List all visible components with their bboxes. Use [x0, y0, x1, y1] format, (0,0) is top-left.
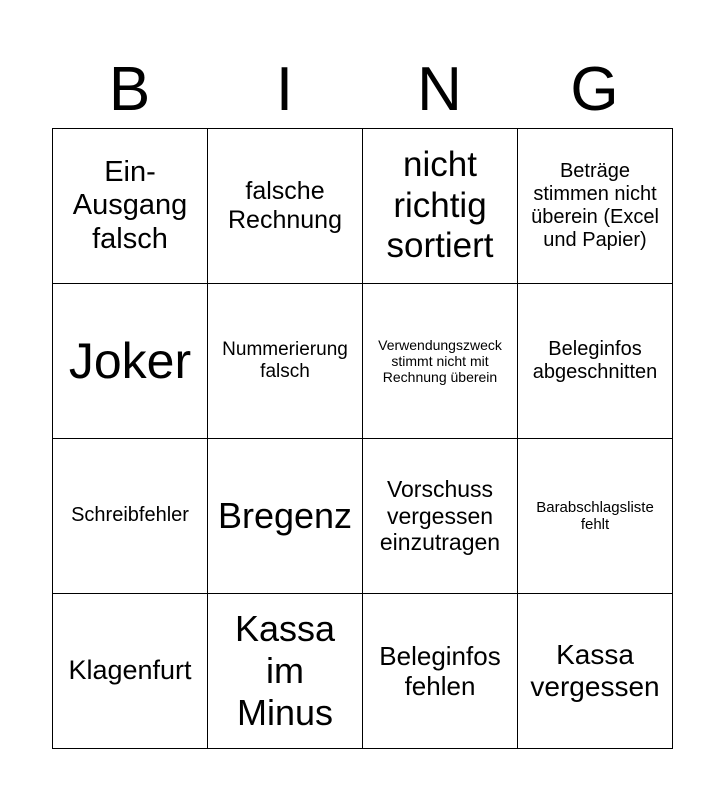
cell-text: Verwendungszweck stimmt nicht mit Rechnung überein — [378, 336, 502, 386]
bingo-cell[interactable] — [363, 594, 518, 749]
header-letter-n: N — [417, 55, 462, 124]
cell-text: Vorschuss vergessen einzutragen — [379, 475, 501, 556]
cell-text: Bregenz — [217, 495, 353, 537]
cell-text: Kassa im Minus — [234, 608, 336, 733]
cell-text: falsche Rechnung — [228, 177, 342, 234]
board-row — [53, 439, 673, 594]
cell-text: Joker — [68, 333, 192, 389]
cell-text: Beleginfos abgeschnitten — [532, 337, 658, 383]
bingo-cell[interactable] — [208, 284, 363, 439]
header-letter-b: B — [108, 55, 151, 124]
cell-text: Schreibfehler — [71, 504, 189, 527]
cell-text: nicht richtig sortiert — [386, 145, 494, 266]
bingo-cell[interactable] — [363, 129, 518, 284]
bingo-header — [52, 52, 672, 128]
board-row — [53, 594, 673, 749]
bingo-cell[interactable] — [363, 439, 518, 594]
bingo-cell[interactable] — [518, 129, 673, 284]
bingo-cell[interactable] — [53, 284, 208, 439]
cell-text: Kassa vergessen — [530, 638, 660, 702]
cell-text: Beleginfos fehlen — [379, 640, 501, 701]
bingo-cell[interactable] — [53, 129, 208, 284]
bingo-cell[interactable] — [53, 439, 208, 594]
cell-text: Beträge stimmen nicht überein (Excel und Papier) — [531, 159, 659, 252]
bingo-cell[interactable] — [208, 594, 363, 749]
board-row — [53, 284, 673, 439]
cell-text: Klagenfurt — [68, 655, 192, 686]
board-row — [53, 129, 673, 284]
cell-text: Barabschlagsliste fehlt — [536, 498, 654, 533]
header-letter-g: G — [570, 55, 619, 124]
bingo-cell[interactable] — [518, 284, 673, 439]
bingo-cell[interactable] — [208, 129, 363, 284]
cell-text: Ein-Ausgang falsch — [72, 155, 188, 255]
bingo-cell[interactable] — [518, 594, 673, 749]
bingo-board — [52, 128, 673, 749]
cell-text: Nummerierung falsch — [222, 338, 348, 382]
bingo-cell[interactable] — [53, 594, 208, 749]
bingo-cell[interactable] — [208, 439, 363, 594]
bingo-cell[interactable] — [518, 439, 673, 594]
header-letter-i: I — [275, 55, 294, 124]
bingo-cell[interactable] — [363, 284, 518, 439]
